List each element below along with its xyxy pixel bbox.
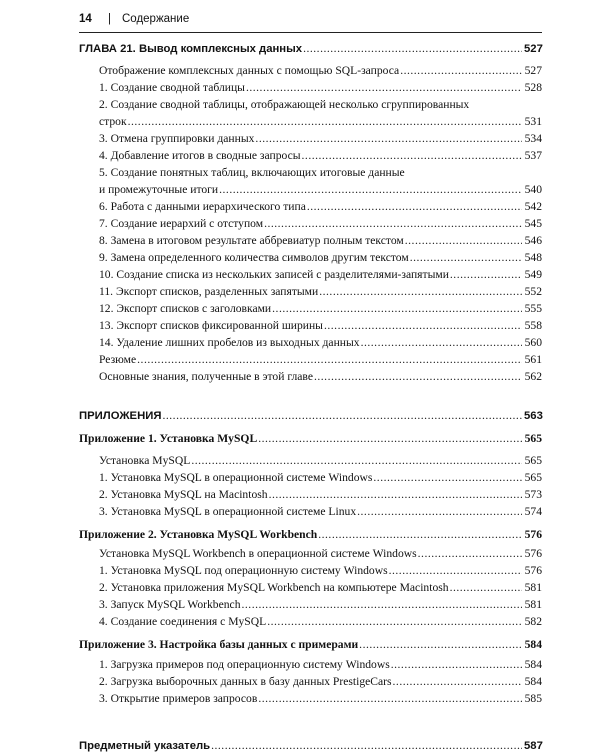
toc-page-number: 584: [524, 658, 542, 671]
dot-leader: [255, 130, 522, 147]
running-head: [79, 12, 542, 32]
dot-leader: [359, 636, 522, 653]
toc-page-number: 576: [524, 564, 542, 577]
toc-entry-text: 13. Экспорт списков фиксированной ширины: [99, 319, 323, 332]
dot-leader: [128, 113, 522, 130]
dot-leader: [242, 596, 523, 613]
toc-entry-text: 8. Замена в итоговом результате аббревиатур полным текстом: [99, 234, 404, 247]
toc-entry[interactable]: [79, 469, 542, 486]
toc-entry-text: 3. Запуск MySQL Workbench: [99, 598, 241, 611]
toc-entry-text: 5. Создание понятных таблиц, включающих итоговые данные: [99, 166, 405, 179]
dot-leader: [267, 613, 522, 630]
toc-appendix-1[interactable]: [79, 430, 542, 447]
toc-page-number: 527: [524, 43, 543, 55]
toc-appendix-3[interactable]: [79, 636, 542, 653]
toc-entry-text: Установка MySQL: [99, 454, 191, 467]
toc-entry-text: 3. Отмена группировки данных: [99, 132, 255, 145]
toc-entry-text: Приложение 2. Установка MySQL Workbench: [79, 528, 318, 541]
toc-chapter-21[interactable]: [79, 40, 542, 57]
toc-entry[interactable]: [79, 334, 542, 351]
toc-page-number: 560: [524, 336, 542, 349]
toc-page-number: 537: [524, 149, 542, 162]
toc-page-number: 558: [524, 319, 542, 332]
toc-entry-text: 6. Работа с данными иерархического типа: [99, 200, 306, 213]
toc-page-number: 565: [524, 471, 542, 484]
toc-entry[interactable]: [79, 79, 542, 96]
toc-entry[interactable]: [79, 215, 542, 232]
toc-entry[interactable]: [79, 249, 542, 266]
toc-page-number: 585: [524, 692, 542, 705]
toc-page-number: 540: [524, 183, 542, 196]
toc-page-number: 581: [524, 581, 542, 594]
toc-entry-text: 2. Создание сводной таблицы, отображающей несколько сгруппированных: [99, 98, 470, 111]
toc-entry-text: 3. Открытие примеров запросов: [99, 692, 258, 705]
toc-entry[interactable]: [79, 562, 542, 579]
toc-entry-text: строк: [99, 115, 127, 128]
dot-leader: [162, 407, 522, 424]
dot-leader: [258, 690, 522, 707]
toc-entry[interactable]: [79, 130, 542, 147]
dot-leader: [450, 266, 522, 283]
toc-entry[interactable]: [79, 596, 542, 613]
dot-leader: [373, 469, 522, 486]
dot-leader: [319, 283, 522, 300]
toc-page-number: 531: [524, 115, 542, 128]
dot-leader: [219, 181, 522, 198]
toc-entry[interactable]: [79, 613, 542, 630]
toc-entry-text: 4. Добавление итогов в сводные запросы: [99, 149, 301, 162]
toc-entry[interactable]: [79, 656, 542, 673]
toc-page-number: 546: [524, 234, 542, 247]
toc-entry-text: 1. Загрузка примеров под операционную систему Windows: [99, 658, 390, 671]
dot-leader: [400, 62, 522, 79]
toc-entry-text: и промежуточные итоги: [99, 183, 219, 196]
toc-page-number: 561: [524, 353, 542, 366]
dot-leader: [314, 368, 522, 385]
toc-entry[interactable]: [79, 545, 542, 562]
toc-page-number: 576: [524, 547, 542, 560]
toc-appendices[interactable]: [79, 407, 542, 424]
toc-entry-text: Резюме: [99, 353, 137, 366]
toc-page-number: 584: [524, 675, 542, 688]
toc-entry-text: 2. Установка приложения MySQL Workbench на компьютере Macintosh: [99, 581, 449, 594]
toc-appendix-2[interactable]: [79, 526, 542, 543]
toc-page-number: 587: [524, 740, 543, 752]
dot-leader: [393, 673, 522, 690]
dot-leader: [258, 430, 522, 447]
dot-leader: [357, 503, 522, 520]
toc-page-number: 548: [524, 251, 542, 264]
toc-entry[interactable]: [79, 266, 542, 283]
toc-entry[interactable]: [79, 300, 542, 317]
toc-entry-text: 12. Экспорт списков с заголовками: [99, 302, 272, 315]
dot-leader: [303, 40, 522, 57]
toc-entry[interactable]: [79, 62, 542, 79]
dot-leader: [246, 79, 522, 96]
toc-page-number: 565: [524, 432, 542, 445]
dot-leader: [324, 317, 522, 334]
dot-leader: [272, 300, 522, 317]
toc-entry-text: ГЛАВА 21. Вывод комплексных данных: [79, 43, 303, 55]
dot-leader: [450, 579, 522, 596]
toc-entry-text: 1. Установка MySQL в операционной системе Windows: [99, 471, 373, 484]
toc-entry-text: 2. Загрузка выборочных данных в базу данных PrestigeCars: [99, 675, 392, 688]
running-head-separator: |: [108, 13, 111, 25]
toc-entry-text: Отображение комплексных данных с помощью SQL-запроса: [99, 64, 400, 77]
toc-entry-text: 1. Установка MySQL под операционную систему Windows: [99, 564, 388, 577]
toc-entry[interactable]: [79, 351, 542, 368]
toc-entry-text: Приложение 1. Установка MySQL: [79, 432, 258, 445]
toc-page-number: 573: [524, 488, 542, 501]
toc-page-number: 581: [524, 598, 542, 611]
toc-page-number: 528: [524, 81, 542, 94]
dot-leader: [389, 562, 522, 579]
toc-page-number: 552: [524, 285, 542, 298]
dot-leader: [307, 198, 522, 215]
toc-entry-line1[interactable]: [79, 164, 542, 181]
table-of-contents: [79, 40, 542, 754]
toc-entry-text: 3. Установка MySQL в операционной системе Linux: [99, 505, 357, 518]
toc-entry[interactable]: [79, 317, 542, 334]
toc-page-number: 545: [524, 217, 542, 230]
dot-leader: [318, 526, 522, 543]
toc-entry-text: 7. Создание иерархий с отступом: [99, 217, 264, 230]
dot-leader: [191, 452, 522, 469]
toc-page-number: 574: [524, 505, 542, 518]
toc-entry-text: Установка MySQL Workbench в операционной системе Windows: [99, 547, 417, 560]
dot-leader: [302, 147, 522, 164]
toc-entry-line2[interactable]: [79, 181, 542, 198]
dot-leader: [137, 351, 522, 368]
dot-leader: [405, 232, 522, 249]
dot-leader: [391, 656, 522, 673]
toc-page-number: 542: [524, 200, 542, 213]
toc-entry-text: Предметный указатель: [79, 740, 211, 752]
toc-entry[interactable]: [79, 452, 542, 469]
toc-page-number: 576: [524, 528, 542, 541]
toc-entry[interactable]: [79, 232, 542, 249]
dot-leader: [418, 545, 522, 562]
toc-entry-line2[interactable]: [79, 113, 542, 130]
toc-entry-text: 14. Удаление лишних пробелов из выходных данных: [99, 336, 360, 349]
toc-entry-text: Приложение 3. Настройка базы данных с примерами: [79, 638, 359, 651]
dot-leader: [211, 737, 522, 754]
dot-leader: [264, 215, 522, 232]
running-head-title: Содержание: [122, 13, 190, 25]
toc-entry[interactable]: [79, 690, 542, 707]
toc-entry[interactable]: [79, 283, 542, 300]
toc-page-number: 534: [524, 132, 542, 145]
toc-entry-text: 9. Замена определенного количества символов другим текстом: [99, 251, 409, 264]
toc-page-number: 549: [524, 268, 542, 281]
toc-entry[interactable]: [79, 198, 542, 215]
dot-leader: [361, 334, 522, 351]
toc-page-number: 582: [524, 615, 542, 628]
toc-entry-text: Основные знания, полученные в этой главе: [99, 370, 313, 383]
toc-entry[interactable]: [79, 673, 542, 690]
toc-entry[interactable]: [79, 368, 542, 385]
toc-page-number: 527: [524, 64, 542, 77]
toc-entry[interactable]: [79, 579, 542, 596]
toc-page-number: 555: [524, 302, 542, 315]
dot-leader: [410, 249, 522, 266]
header-rule: [79, 32, 542, 33]
toc-entry-text: 11. Экспорт списков, разделенных запятыми: [99, 285, 319, 298]
toc-entry[interactable]: [79, 486, 542, 503]
toc-page-number: 584: [524, 638, 542, 651]
toc-entry-line1[interactable]: [79, 96, 542, 113]
toc-entry[interactable]: [79, 503, 542, 520]
page-number: 14: [79, 13, 92, 25]
toc-entry[interactable]: [79, 147, 542, 164]
toc-entry-text: ПРИЛОЖЕНИЯ: [79, 410, 162, 422]
toc-page-number: 563: [524, 410, 543, 422]
toc-entry-text: 2. Установка MySQL на Macintosh: [99, 488, 268, 501]
toc-index[interactable]: [79, 737, 542, 754]
toc-page-number: 562: [524, 370, 542, 383]
toc-entry-text: 1. Создание сводной таблицы: [99, 81, 245, 94]
toc-entry-text: 10. Создание списка из нескольких записей с разделителями-запятыми: [99, 268, 449, 281]
toc-entry-text: 4. Создание соединения с MySQL: [99, 615, 267, 628]
dot-leader: [269, 486, 522, 503]
toc-page-number: 565: [524, 454, 542, 467]
